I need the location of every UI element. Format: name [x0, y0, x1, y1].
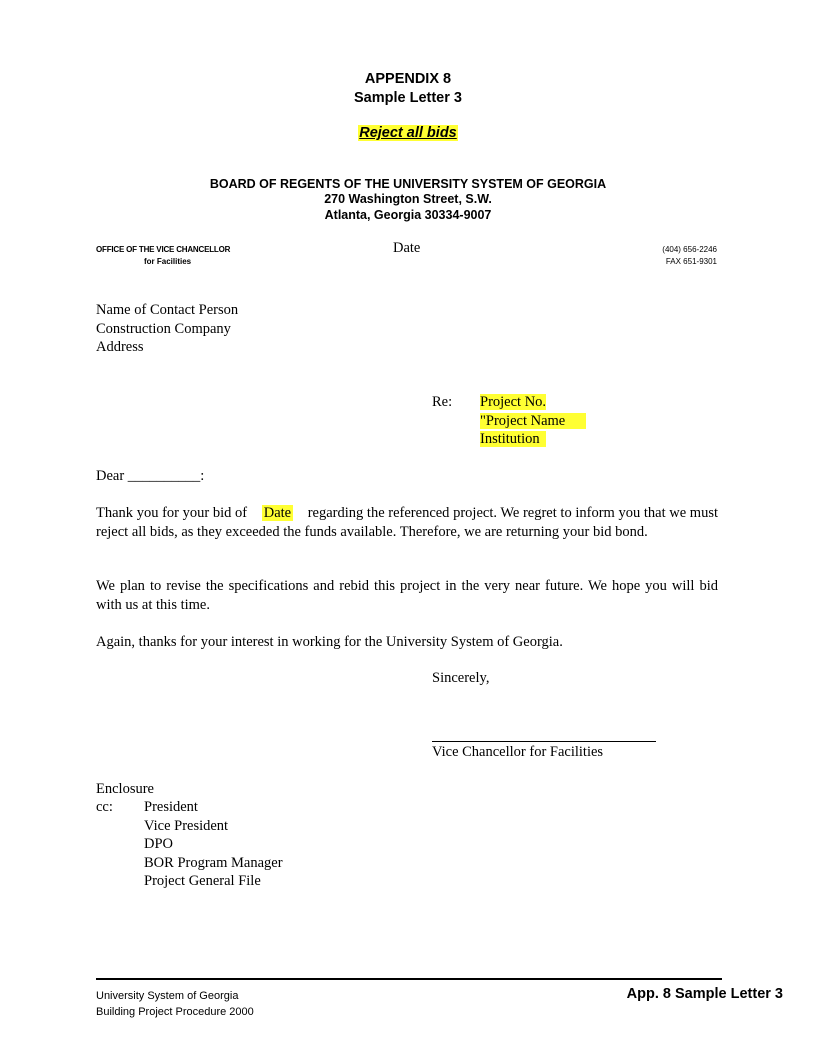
office-line-1: OFFICE OF THE VICE CHANCELLOR: [96, 245, 231, 254]
cc-item: BOR Program Manager: [144, 854, 283, 871]
subject-text: Reject all bids: [359, 125, 457, 141]
letterhead-city: Atlanta, Georgia 30334-9007: [324, 208, 492, 222]
p1-lead: Thank you for your bid of: [96, 505, 248, 521]
re-institution: [480, 430, 546, 449]
cc-label: cc:: [96, 799, 113, 815]
footer-rule: [96, 978, 722, 980]
salutation: Dear __________:: [96, 468, 205, 484]
footer-page-label: App. 8 Sample Letter 3: [626, 986, 783, 1002]
recipient-address: Address: [96, 339, 144, 355]
cc-item: President: [144, 799, 198, 815]
signature-line: [432, 741, 656, 742]
re-label: Re:: [432, 394, 453, 410]
cc-item: Project General File: [144, 873, 261, 889]
appendix-title: APPENDIX 8: [364, 71, 452, 87]
letterhead-org: BOARD OF REGENTS OF THE UNIVERSITY SYSTEM OF GEORGIA: [209, 177, 607, 191]
sample-letter-title: Sample Letter 3: [354, 90, 462, 106]
re-project-name: [480, 412, 586, 431]
cc-item: Vice President: [144, 817, 229, 834]
re-project-no: [480, 393, 546, 412]
recipient-company: Construction Company: [96, 321, 231, 337]
signer-title: Vice Chancellor for Facilities: [432, 744, 604, 760]
re-project-name-text: "Project Name: [480, 413, 586, 429]
letter-date: Date: [393, 240, 421, 256]
body-paragraph-3: Again, thanks for your interest in working for the University System of Georgia.: [96, 634, 563, 650]
cc-item: DPO: [144, 836, 174, 852]
body-paragraph-2: We plan to revise the specifications and rebid this project in the very near future. We hope you will bid with us at this time.: [96, 578, 718, 613]
office-fax: FAX 651-9301: [665, 257, 717, 266]
p1-rest: regarding the referenced project. We regret to inform you that we must reject all bids, as they exceeded the funds available. Therefore, we are returning your bid bond.: [96, 505, 719, 540]
body-paragraph-1: [96, 504, 718, 541]
office-phone: (404) 656-2246: [662, 245, 717, 254]
footer-doc: Building Project Procedure 2000: [96, 1006, 254, 1018]
letterhead-street: 270 Washington Street, S.W.: [324, 192, 492, 206]
footer-org: University System of Georgia: [96, 990, 239, 1002]
subject-line: [0, 125, 816, 142]
re-institution-text: Institution: [480, 431, 546, 447]
cc-list: [144, 798, 283, 891]
p1-date: Date: [263, 505, 292, 521]
recipient-name: Name of Contact Person: [96, 302, 239, 318]
enclosure-label: Enclosure: [96, 781, 154, 797]
closing-sincerely: Sincerely,: [432, 670, 490, 686]
re-project-no-text: Project No.: [480, 394, 547, 410]
office-line-2: for Facilities: [144, 257, 192, 266]
